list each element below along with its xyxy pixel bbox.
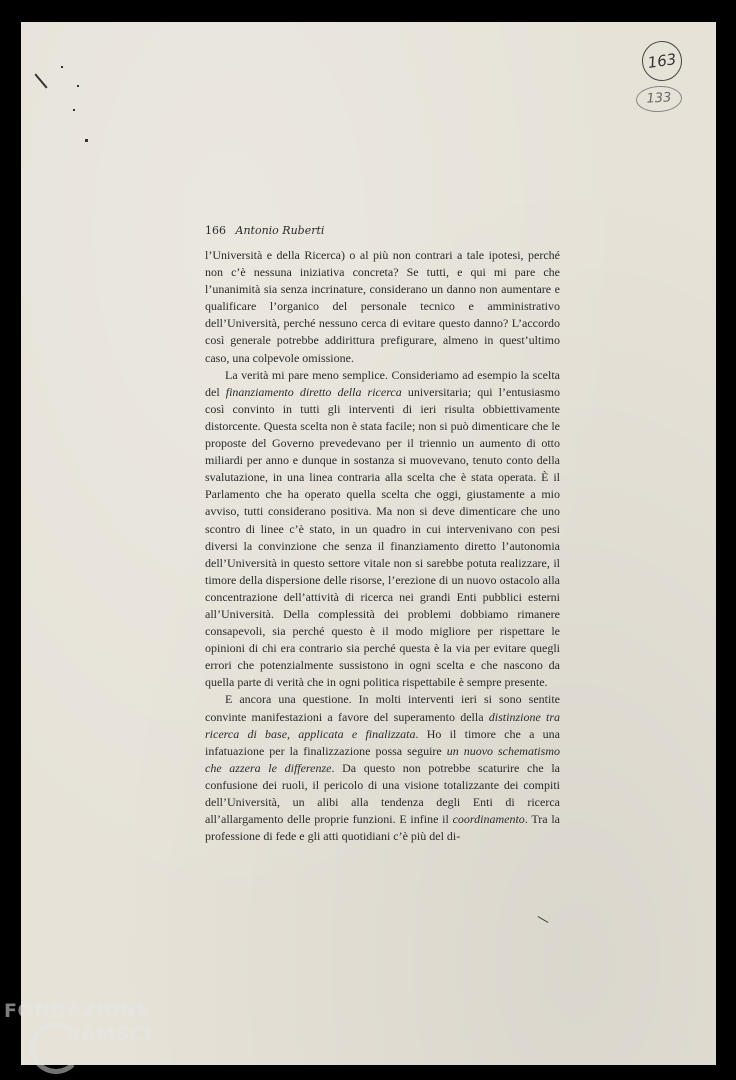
watermark-logo (4, 1000, 204, 1080)
text-run: E ancora una questione. In molti interventi ieri si sono sentite convinte manifestazioni a favore del superamento della (205, 692, 560, 724)
text-run: . Ho il timore che a una infatuazione per la finalizzazione possa seguire (205, 726, 561, 758)
ink-speck (61, 66, 63, 68)
text-run: La verità mi pare meno semplice. Consideriamo ad esempio la scelta del (205, 367, 560, 399)
paragraph (205, 691, 560, 845)
body-text (205, 247, 560, 845)
ink-speck (85, 139, 88, 142)
text-run: universitaria; qui l’entusiasmo così convinto in tutti gli interventi di ieri risulta obbiettivamente distorcente. Questa scelta non è stata facile; non si può dimenticare che le proposte del Governo prevedevano per il triennio un aumento di otto miliardi per anno e dunque in sostanza si muovevano, tenuto conto della svalutazione, in una linea contraria alla scelta che è stata operata. È il Parlamento che ha operato quella scelta che oggi, giustamente a mio avviso, tutti considerano positiva. Ma non si deve dimenticare che uno scontro di linee c’è stato, in un quadro in cui intervenivano con pesi diversi la convinzione che senza il finanziamento diretto l’autonomia dell’Università in questo settore vitale non si sarebbe potuta realizzare, il timore della dispersione delle risorse, l’erezione di un nuovo ostacolo alla concentrazione dell’attività di ricerca nei grandi Enti pubblici esterni all’Università. Della complessità dei problemi dobbiamo rimanere consapevoli, sia perché questo è il modo migliore per rispettare le opinioni di chi era contrario sia perché questa è la via per evitare quegli errori che potenzialmente sussistono in ogni scelta e che nascono da quella parte di verità che in ogni politica rispettabile è sempre presente. (205, 384, 560, 690)
emphasis: distinzione tra ricerca di base, applicata e finalizzata (205, 709, 560, 741)
author-name: Antonio Ruberti (235, 224, 325, 237)
watermark-line1: FONDAZIONE (4, 1000, 151, 1022)
paragraph: l’Università e della Ricerca) o al più non contrari a tale ipotesi, perché non c’è nessuna iniziativa concreta? Se tutti, e qui mi pare che l’unanimità sia senza incrinature, considerano un danno non aumentare e qualificare l’organico del personale tecnico e amministrativo dell’Università, perché nessuno cerca di evitare questo danno? L’accordo così generale potrebbe addirittura prefigurare, almeno in quest’ultimo caso, una colpevole omissione. (205, 248, 560, 365)
emphasis: un nuovo schematismo che azzera le differenze (205, 743, 560, 775)
emphasis: finanziamento diretto della ricerca (225, 384, 402, 399)
document-page (21, 22, 716, 1065)
text-run: . Da questo non potrebbe scaturire che la confusione dei ruoli, il pericolo di una visione totalizzante dei compiti dell’Università, un alibi alla tendenza degli Enti di ricerca all’allargamento delle proprie funzioni. E infine il (205, 760, 560, 827)
ink-speck (538, 916, 549, 923)
text-run: . Tra la professione di fede e gli atti quotidiani c’è più del di- (205, 812, 560, 844)
archive-number-mark: 163 (639, 38, 684, 83)
watermark-line2: RAMSCI (66, 1024, 152, 1046)
page-number: 166 (205, 224, 226, 237)
paragraph (205, 367, 560, 692)
ink-speck (73, 109, 75, 111)
archive-secondary-mark: 133 (635, 85, 682, 113)
watermark-line3: onlus (147, 1052, 172, 1062)
emphasis: coordinamento (452, 812, 525, 827)
ink-speck (34, 73, 47, 88)
ink-speck (77, 85, 79, 87)
running-header (205, 224, 324, 237)
